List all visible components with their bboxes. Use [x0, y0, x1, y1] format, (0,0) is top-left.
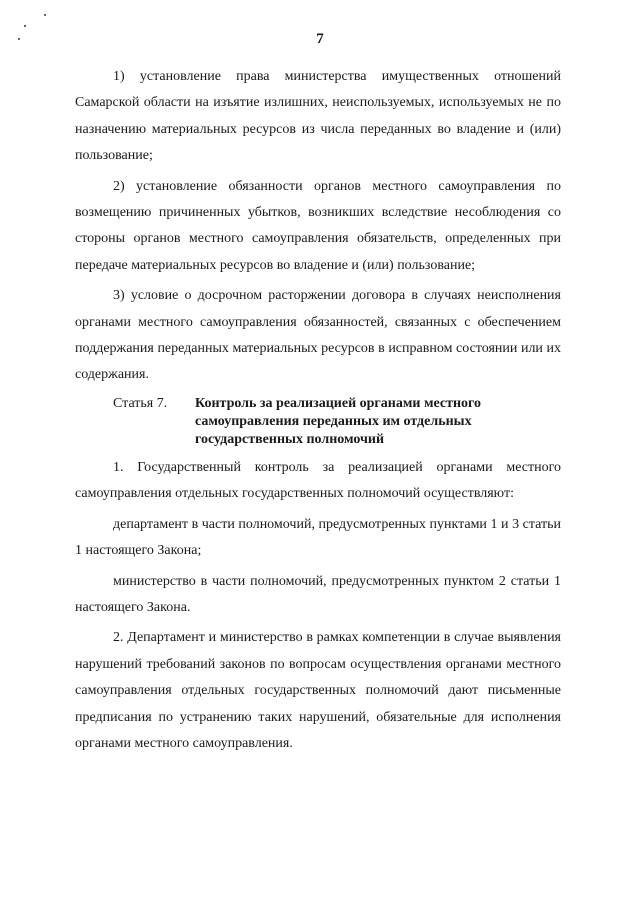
- article-title: Контроль за реализацией органами местного самоуправления переданных им отдельных государственных полномочий: [195, 395, 482, 447]
- body-paragraph: 2. Департамент и министерство в рамках компетенции в случае выявления нарушений требований законов по вопросам осуществления органами местного самоуправления отдельных государственных полномочий дают письменные предписания по устранению таких нарушений, обязательные для исполнения органами местного самоуправления.: [75, 630, 561, 751]
- page-number: 7: [316, 31, 324, 47]
- scan-speck: [44, 14, 46, 16]
- scan-speck: [24, 25, 26, 27]
- body-paragraph: министерство в части полномочий, предусмотренных пунктом 2 статьи 1 настоящего Закона.: [75, 573, 561, 615]
- body-paragraph: 1. Государственный контроль за реализацией органами местного самоуправления отдельных государственных полномочий осуществляют:: [75, 459, 561, 502]
- list-item-paragraph: 2) установление обязанности органов местного самоуправления по возмещению причиненных убытков, возникших вследствие несоблюдения со стороны органов местного самоуправления обязательств, определенных при передаче материальных ресурсов во владение и (или) пользование;: [75, 178, 561, 273]
- list-item-paragraph: 3) условие о досрочном расторжении договора в случаях неисполнения органами местного самоуправления обязанностей, связанных с обеспечением поддержания переданных материальных ресурсов в исправном состоянии или их содержания.: [75, 288, 561, 383]
- body-paragraph: департамент в части полномочий, предусмотренных пунктами 1 и 3 статьи 1 настоящего Закона;: [75, 516, 561, 559]
- article-heading: [75, 395, 561, 449]
- article-number: Статья 7.: [113, 395, 168, 411]
- document-body: [75, 64, 561, 761]
- list-item-paragraph: 1) установление права министерства имущественных отношений Самарской области на изъятие излишних, неиспользуемых, используемых не по назначению материальных ресурсов из числа переданных во владение и (или) пользование;: [75, 69, 561, 164]
